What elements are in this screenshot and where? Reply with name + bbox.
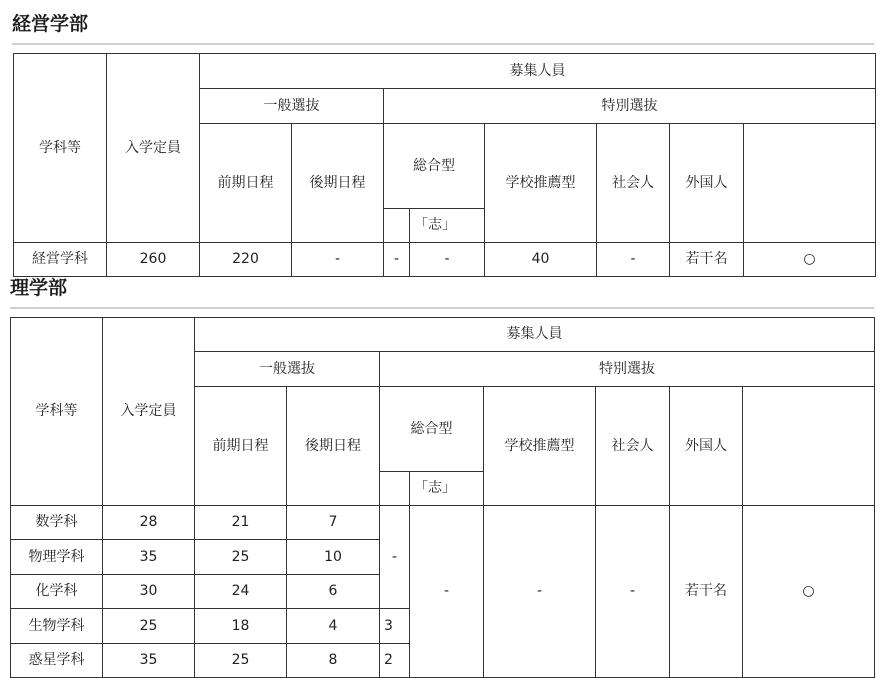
- header-school-recommendation: 学校推薦型: [485, 124, 597, 243]
- header-second-period: 後期日程: [287, 387, 380, 506]
- cell-capacity: 30: [103, 575, 195, 609]
- cell-kokorozashi: -: [410, 243, 485, 277]
- header-row: [11, 318, 875, 352]
- header-capacity: 入学定員: [107, 54, 200, 243]
- cell-kokorozashi-shared: -: [410, 506, 484, 678]
- header-special-selection: 特別選抜: [384, 89, 876, 124]
- header-kokorozashi: 「志」: [410, 472, 484, 506]
- header-second-period: 後期日程: [292, 124, 384, 243]
- header-special-selection: 特別選抜: [380, 352, 875, 387]
- header-kokorozashi: 「志」: [410, 209, 485, 243]
- header-foreigner: 外国人: [670, 387, 743, 506]
- cell-capacity: 25: [103, 609, 195, 644]
- cell-working-adult-shared: -: [596, 506, 670, 678]
- cell-capacity: 28: [103, 506, 195, 540]
- cell-school-recommendation-shared: -: [484, 506, 596, 678]
- cell-second-period: -: [292, 243, 384, 277]
- cell-second-period: 7: [287, 506, 380, 540]
- cell-foreigner-shared: 若干名: [670, 506, 743, 678]
- header-general-selection: 一般選抜: [195, 352, 380, 387]
- section-divider: [12, 43, 874, 45]
- header-working-adult: 社会人: [597, 124, 670, 243]
- cell-department: 経営学科: [14, 243, 107, 277]
- cell-comprehensive: -: [384, 243, 410, 277]
- cell-first-period: 25: [195, 540, 287, 575]
- cell-first-period: 21: [195, 506, 287, 540]
- header-general-selection: 一般選抜: [200, 89, 384, 124]
- cell-department: 化学科: [11, 575, 103, 609]
- header-capacity: 入学定員: [103, 318, 195, 506]
- table-row: [11, 506, 875, 540]
- science-admission-table: [10, 317, 875, 678]
- table-row: [14, 243, 876, 277]
- cell-comprehensive: 3: [380, 609, 410, 644]
- cell-transfer: ○: [744, 243, 876, 277]
- cell-school-recommendation: 40: [485, 243, 597, 277]
- header-recruitment: 募集人員: [195, 318, 875, 352]
- management-admission-table: [13, 53, 876, 277]
- header-row: [14, 54, 876, 89]
- cell-comprehensive: 2: [380, 644, 410, 678]
- cell-transfer-shared: ○: [743, 506, 875, 678]
- header-comprehensive-blank: [380, 472, 410, 506]
- cell-second-period: 10: [287, 540, 380, 575]
- header-department: 学科等: [14, 54, 107, 243]
- cell-first-period: 18: [195, 609, 287, 644]
- cell-capacity: 35: [103, 540, 195, 575]
- section-title-management: 経営学部: [12, 13, 89, 35]
- cell-first-period: 220: [200, 243, 292, 277]
- cell-first-period: 24: [195, 575, 287, 609]
- header-comprehensive-blank: [384, 209, 410, 243]
- cell-comprehensive-shared: -: [380, 506, 410, 609]
- cell-second-period: 4: [287, 609, 380, 644]
- cell-capacity: 35: [103, 644, 195, 678]
- cell-department: 惑星学科: [11, 644, 103, 678]
- header-school-recommendation: 学校推薦型: [484, 387, 596, 506]
- cell-department: 物理学科: [11, 540, 103, 575]
- cell-second-period: 6: [287, 575, 380, 609]
- header-working-adult: 社会人: [596, 387, 670, 506]
- header-recruitment: 募集人員: [200, 54, 876, 89]
- cell-foreigner: 若干名: [670, 243, 744, 277]
- cell-second-period: 8: [287, 644, 380, 678]
- header-first-period: 前期日程: [195, 387, 287, 506]
- section-divider: [10, 307, 874, 309]
- cell-capacity: 260: [107, 243, 200, 277]
- section-title-science: 理学部: [10, 277, 68, 299]
- header-comprehensive: 総合型: [384, 124, 485, 209]
- header-first-period: 前期日程: [200, 124, 292, 243]
- cell-department: 数学科: [11, 506, 103, 540]
- header-comprehensive: 総合型: [380, 387, 484, 472]
- cell-first-period: 25: [195, 644, 287, 678]
- header-foreigner: 外国人: [670, 124, 744, 243]
- cell-working-adult: -: [597, 243, 670, 277]
- header-department: 学科等: [11, 318, 103, 506]
- cell-department: 生物学科: [11, 609, 103, 644]
